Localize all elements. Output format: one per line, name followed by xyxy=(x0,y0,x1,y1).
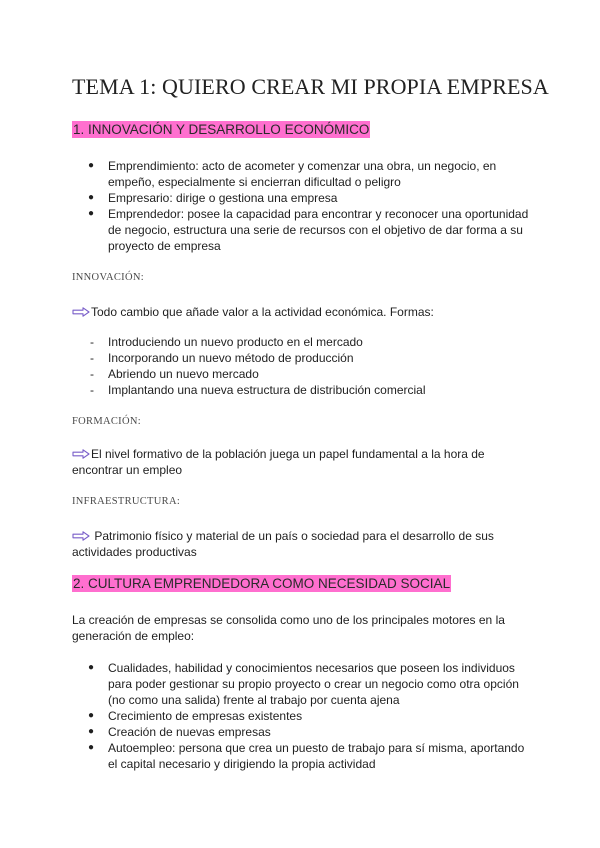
list-item-text: Introduciendo un nuevo producto en el mercado xyxy=(108,335,363,349)
list-item-text: Crecimiento de empresas existentes xyxy=(108,709,303,723)
section-2-heading-text: 2. CULTURA EMPRENDEDORA COMO NECESIDAD SOCIAL xyxy=(73,576,451,591)
bullet-marker: ● xyxy=(88,208,95,219)
innovacion-forms-list xyxy=(72,334,532,398)
dash-marker: - xyxy=(90,383,94,397)
section-2-intro: La creación de empresas se consolida como uno de los principales motores en la generación de empleo: xyxy=(72,613,505,643)
bullet-marker: ● xyxy=(88,662,95,673)
double-arrow-right-icon xyxy=(72,449,90,459)
section-1-heading-text: 1. INNOVACIÓN Y DESARROLLO ECONÓMICO xyxy=(73,122,370,137)
list-item-text: Emprendedor: posee la capacidad para encontrar y reconocer una oportunidad de negocio, estructura una serie de recursos con el objetivo de dar forma a su proyecto de empresa xyxy=(108,207,529,253)
bullet-marker: ● xyxy=(88,192,95,203)
section-2-bullet-list xyxy=(72,660,532,772)
list-item-text: Creación de nuevas empresas xyxy=(108,725,271,739)
list-item xyxy=(72,206,532,254)
list-item xyxy=(72,660,532,708)
list-item xyxy=(72,382,532,398)
section-1-heading xyxy=(72,122,370,137)
list-item-text: Implantando una nueva estructura de distribución comercial xyxy=(108,383,426,397)
document-title: TEMA 1: QUIERO CREAR MI PROPIA EMPRESA xyxy=(72,74,549,99)
double-arrow-right-icon xyxy=(72,307,90,317)
section-2-heading xyxy=(72,576,451,591)
dash-marker: - xyxy=(90,367,94,381)
bullet-marker: ● xyxy=(88,726,95,737)
section-1-bullet-list xyxy=(72,158,532,254)
infraestructura-definition xyxy=(72,528,528,560)
list-item xyxy=(72,366,532,382)
dash-marker: - xyxy=(90,335,94,349)
infraestructura-text: Patrimonio físico y material de un país o sociedad para el desarrollo de sus actividades productivas xyxy=(72,529,494,559)
list-item-text: Emprendimiento: acto de acometer y comenzar una obra, un negocio, en empeño, especialmente si encierran dificultad o peligro xyxy=(108,159,497,189)
list-item-text: Empresario: dirige o gestiona una empresa xyxy=(108,191,338,205)
list-item xyxy=(72,708,532,724)
dash-marker: - xyxy=(90,351,94,365)
list-item-text: Abriendo un nuevo mercado xyxy=(108,367,259,381)
innovacion-label: INNOVACIÓN: xyxy=(72,272,144,283)
formacion-text: El nivel formativo de la población juega un papel fundamental a la hora de encontrar un empleo xyxy=(72,447,485,477)
infraestructura-label: INFRAESTRUCTURA: xyxy=(72,496,181,507)
formacion-label: FORMACIÓN: xyxy=(72,416,141,427)
double-arrow-right-icon xyxy=(72,531,90,541)
list-item-text: Incorporando un nuevo método de producción xyxy=(108,351,354,365)
list-item xyxy=(72,350,532,366)
bullet-marker: ● xyxy=(88,160,95,171)
list-item xyxy=(72,158,532,190)
list-item xyxy=(72,190,532,206)
list-item xyxy=(72,740,532,772)
bullet-marker: ● xyxy=(88,710,95,721)
list-item-text: Cualidades, habilidad y conocimientos necesarios que poseen los individuos para poder gestionar su propio proyecto o crear un negocio como otra opción (no como una salida) frente al trabajo por cuenta ajena xyxy=(108,661,519,707)
formacion-definition xyxy=(72,446,528,478)
innovacion-text: Todo cambio que añade valor a la actividad económica. Formas: xyxy=(91,305,434,319)
list-item xyxy=(72,724,532,740)
bullet-marker: ● xyxy=(88,742,95,753)
innovacion-definition xyxy=(72,304,528,320)
list-item-text: Autoempleo: persona que crea un puesto de trabajo para sí misma, aportando el capital necesario y dirigiendo la propia actividad xyxy=(108,741,525,771)
list-item xyxy=(72,334,532,350)
